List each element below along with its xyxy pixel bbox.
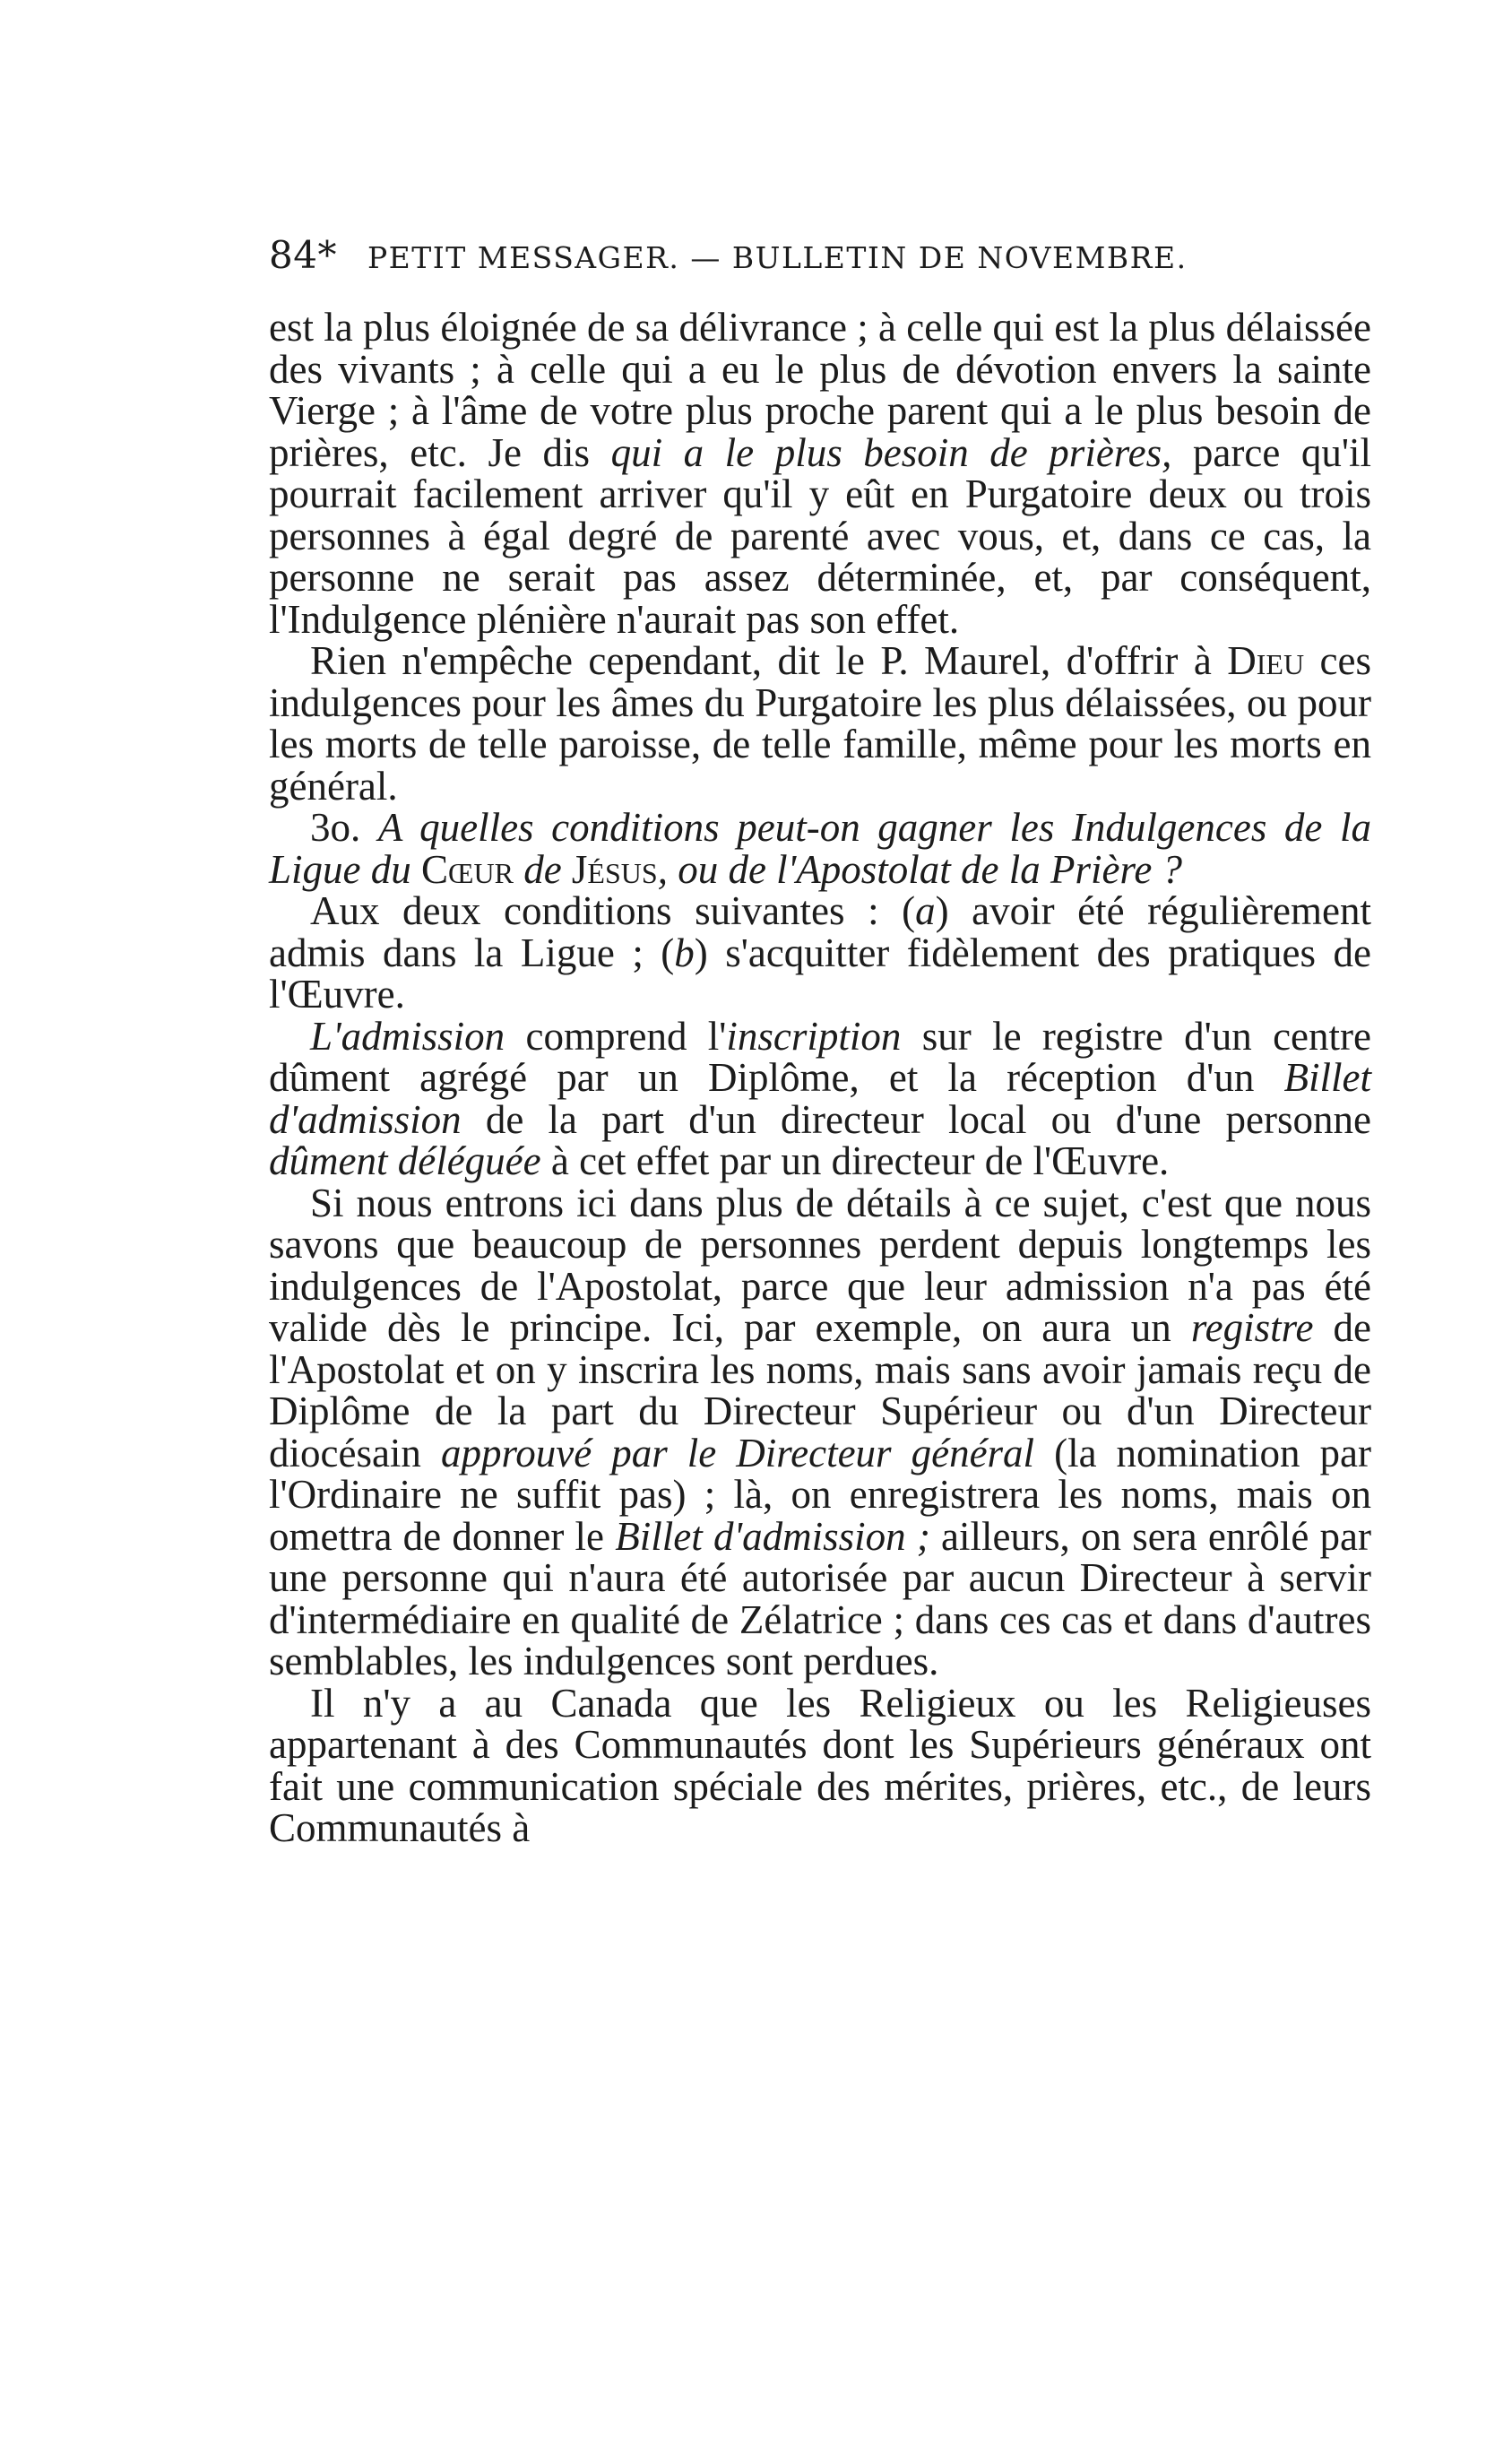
page [269, 233, 1371, 1849]
p3-jesus: Jésus [571, 846, 658, 892]
p7-text-a: Il n'y a au Canada que les Religieux ou les Religieuses appartenant à des Communautés dont les Supérieurs généraux ont fait une communication spéciale des mérites, prières, etc., de leurs Communautés à [269, 1680, 1371, 1850]
paragraph-5 [269, 1013, 1371, 1183]
p5-text-b: comprend l' [505, 1013, 727, 1059]
p2-text-a: Rien n'empêche cependant, dit le P. Maurel, d'offrir à [310, 638, 1228, 683]
p2-dieu: Dieu [1227, 638, 1305, 683]
p3-number: 3o. [310, 805, 378, 850]
p4-option-b: b [674, 930, 695, 975]
p5-italic-a: L'admission [310, 1013, 505, 1059]
p5-italic-c: inscription [726, 1013, 902, 1059]
paragraph-2 [269, 640, 1371, 807]
p5-text-h: à cet effet par un directeur de l'Œuvre. [540, 1138, 1170, 1183]
p4-text-b: ) avoir été régulièrement admis dans la Ligue ; ( [269, 888, 1371, 975]
p5-italic-g: dûment déléguée [269, 1138, 541, 1183]
body-text [269, 307, 1371, 1849]
paragraph-1 [269, 307, 1371, 640]
p4-text-a: Aux deux conditions suivantes : ( [310, 888, 916, 933]
page-number: 84* [269, 233, 337, 277]
p3-coeur: Cœur [421, 846, 514, 892]
p5-text-f: de la part d'un directeur local ou d'une personne [461, 1096, 1371, 1142]
paragraph-3-question [269, 807, 1371, 890]
p6-text-e: (la nomination par l'Ordinaire ne suffit pas) ; là, on enregistrera les noms, mais on omettra de donner le [269, 1430, 1372, 1559]
paragraph-6 [269, 1182, 1371, 1683]
p4-text-c: ) s'acquitter fidèlement des pratiques de l'Œuvre. [269, 930, 1371, 1017]
p1-text-c: parce qu'il pourrait facilement arriver qu'il y eût en Purgatoire deux ou trois personnes à égal degré de parenté avec vous, et, dans ce cas, la personne ne serait pas assez déterminée, et, par conséquent, l'Indulgence plénière n'aurait pas son effet. [269, 429, 1371, 642]
running-title: PETIT MESSAGER. — BULLETIN DE NOVEMBRE. [367, 240, 1188, 275]
p4-option-a: a [915, 888, 936, 933]
p6-text-a: Si nous entrons ici dans plus de détails à ce sujet, c'est que nous savons que beaucoup de personnes perdent depuis longtemps les indulgences de l'Apostolat, parce que leur admission n'a pas été valide dès le principe. Ici, par exemple, on aura un [269, 1180, 1371, 1350]
p6-text-c: de l'Apostolat et on y inscrira les noms, mais sans avoir jamais reçu de Diplôme de la part du Directeur Supérieur ou d'un Directeur diocésain [269, 1305, 1372, 1475]
p3-italic-c: , ou de l'Apostolat de la Prière ? [657, 846, 1183, 892]
p1-italic: qui a le plus besoin de prières, [610, 429, 1172, 475]
p6-italic-f: Billet d'admission ; [615, 1513, 930, 1559]
p6-italic-b: registre [1190, 1305, 1314, 1350]
p1-text-a: est la plus éloignée de sa délivrance ; à celle qui est la plus délaissée des vivants ; à celle qui a eu le plus de dévotion envers la sainte Vierge ; à l'âme de votre plus proche parent qui a le plus besoin de prières, etc. Je dis [269, 305, 1371, 475]
p3-italic-a: A quelles conditions peut-on gagner les Indulgences de la Ligue du [269, 805, 1371, 892]
paragraph-4 [269, 890, 1371, 1016]
p2-text-b: ces indulgences pour les âmes du Purgatoire les plus délaissées, ou pour les morts de telle paroisse, de telle famille, même pour les morts en général. [269, 638, 1371, 809]
running-head [269, 233, 1371, 283]
p6-text-g: ailleurs, on sera enrôlé par une personne qui n'aura été autorisée par aucun Directeur à servir d'intermédiaire en qualité de Zélatrice ; dans ces cas et dans d'autres semblables, les indulgences sont perdues. [269, 1513, 1371, 1683]
p6-italic-d: approuvé par le Directeur général [440, 1430, 1035, 1475]
p5-text-d: sur le registre d'un centre dûment agrégé par un Diplôme, et la réception d'un [269, 1013, 1371, 1100]
p3-italic-b: de [513, 846, 572, 892]
paragraph-7 [269, 1680, 1371, 1850]
p5-italic-e: Billet d'admission [269, 1055, 1371, 1142]
